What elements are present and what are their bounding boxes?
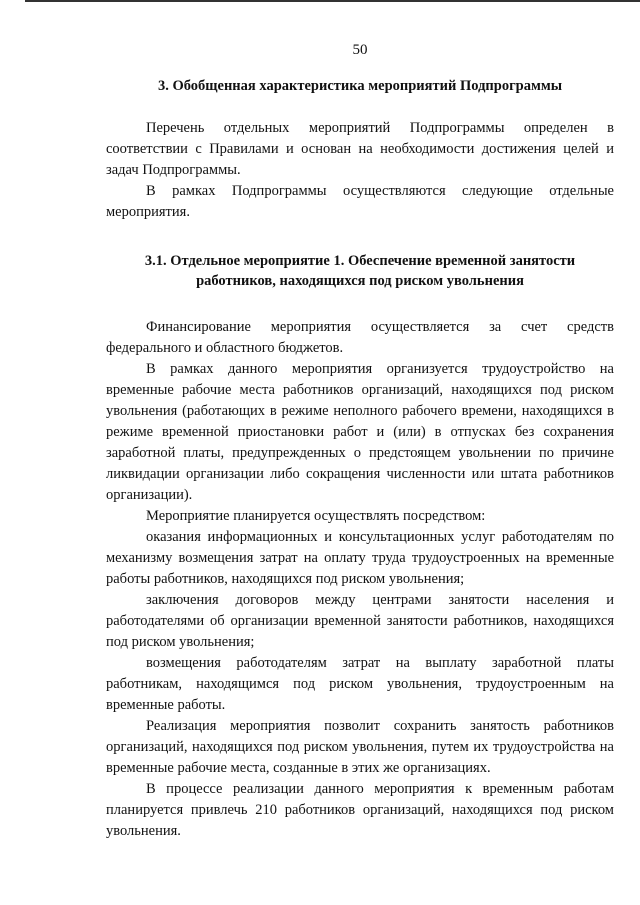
subsection-paragraph: оказания информационных и консультационных услуг работодателям по механизму возмещения затрат на оплату труда трудоустроенных на временные работы работников, находящихся под риском увольнения; bbox=[106, 529, 614, 587]
section-paragraph: Перечень отдельных мероприятий Подпрограммы определен в соответствии с Правилами и основан на необходимости достижения целей и задач Подпрограммы. bbox=[106, 120, 614, 178]
subsection-paragraph: В процессе реализации данного мероприятия к временным работам планируется привлечь 210 работников организаций, находящихся под риском увольнения. bbox=[106, 781, 614, 839]
subsection-paragraph: заключения договоров между центрами занятости населения и работодателями об организации временной занятости работников, находящихся под риском увольнения; bbox=[106, 592, 614, 650]
subsection-title: 3.1. Отдельное мероприятие 1. Обеспечение временной занятости работников, находящихся под риском увольнения bbox=[144, 253, 576, 289]
subsection-paragraph: В рамках данного мероприятия организуется трудоустройство на временные рабочие места работников организаций, находящихся под риском увольнения (работающих в режиме неполного рабочего времени, находящихся в режиме временной приостановки работ и (или) в отпусках без сохранения заработной платы, предупрежденных о предстоящем увольнении по причине ликвидации организации либо сокращения численности или штата работников организации). bbox=[106, 361, 614, 503]
section-title: 3. Обобщенная характеристика мероприятий Подпрограммы bbox=[157, 78, 563, 94]
subsection-paragraph: Мероприятие планируется осуществлять посредством: bbox=[146, 508, 486, 524]
subsection-paragraph: возмещения работодателям затрат на выплату заработной платы работникам, находящимся под риском увольнения, трудоустроенным на временные работы. bbox=[106, 655, 614, 713]
page-number: 50 bbox=[352, 42, 368, 58]
subsection-paragraph: Финансирование мероприятия осуществляется за счет средств федерального и областного бюджетов. bbox=[106, 319, 614, 356]
top-border-line bbox=[25, 0, 640, 2]
document-page bbox=[106, 40, 614, 842]
subsection-paragraph: Реализация мероприятия позволит сохранить занятость работников организаций, находящихся под риском увольнения, путем их трудоустройства на временные рабочие места, созданные в этих же организациях. bbox=[106, 718, 614, 776]
section-paragraph: В рамках Подпрограммы осуществляются следующие отдельные мероприятия. bbox=[106, 183, 614, 220]
